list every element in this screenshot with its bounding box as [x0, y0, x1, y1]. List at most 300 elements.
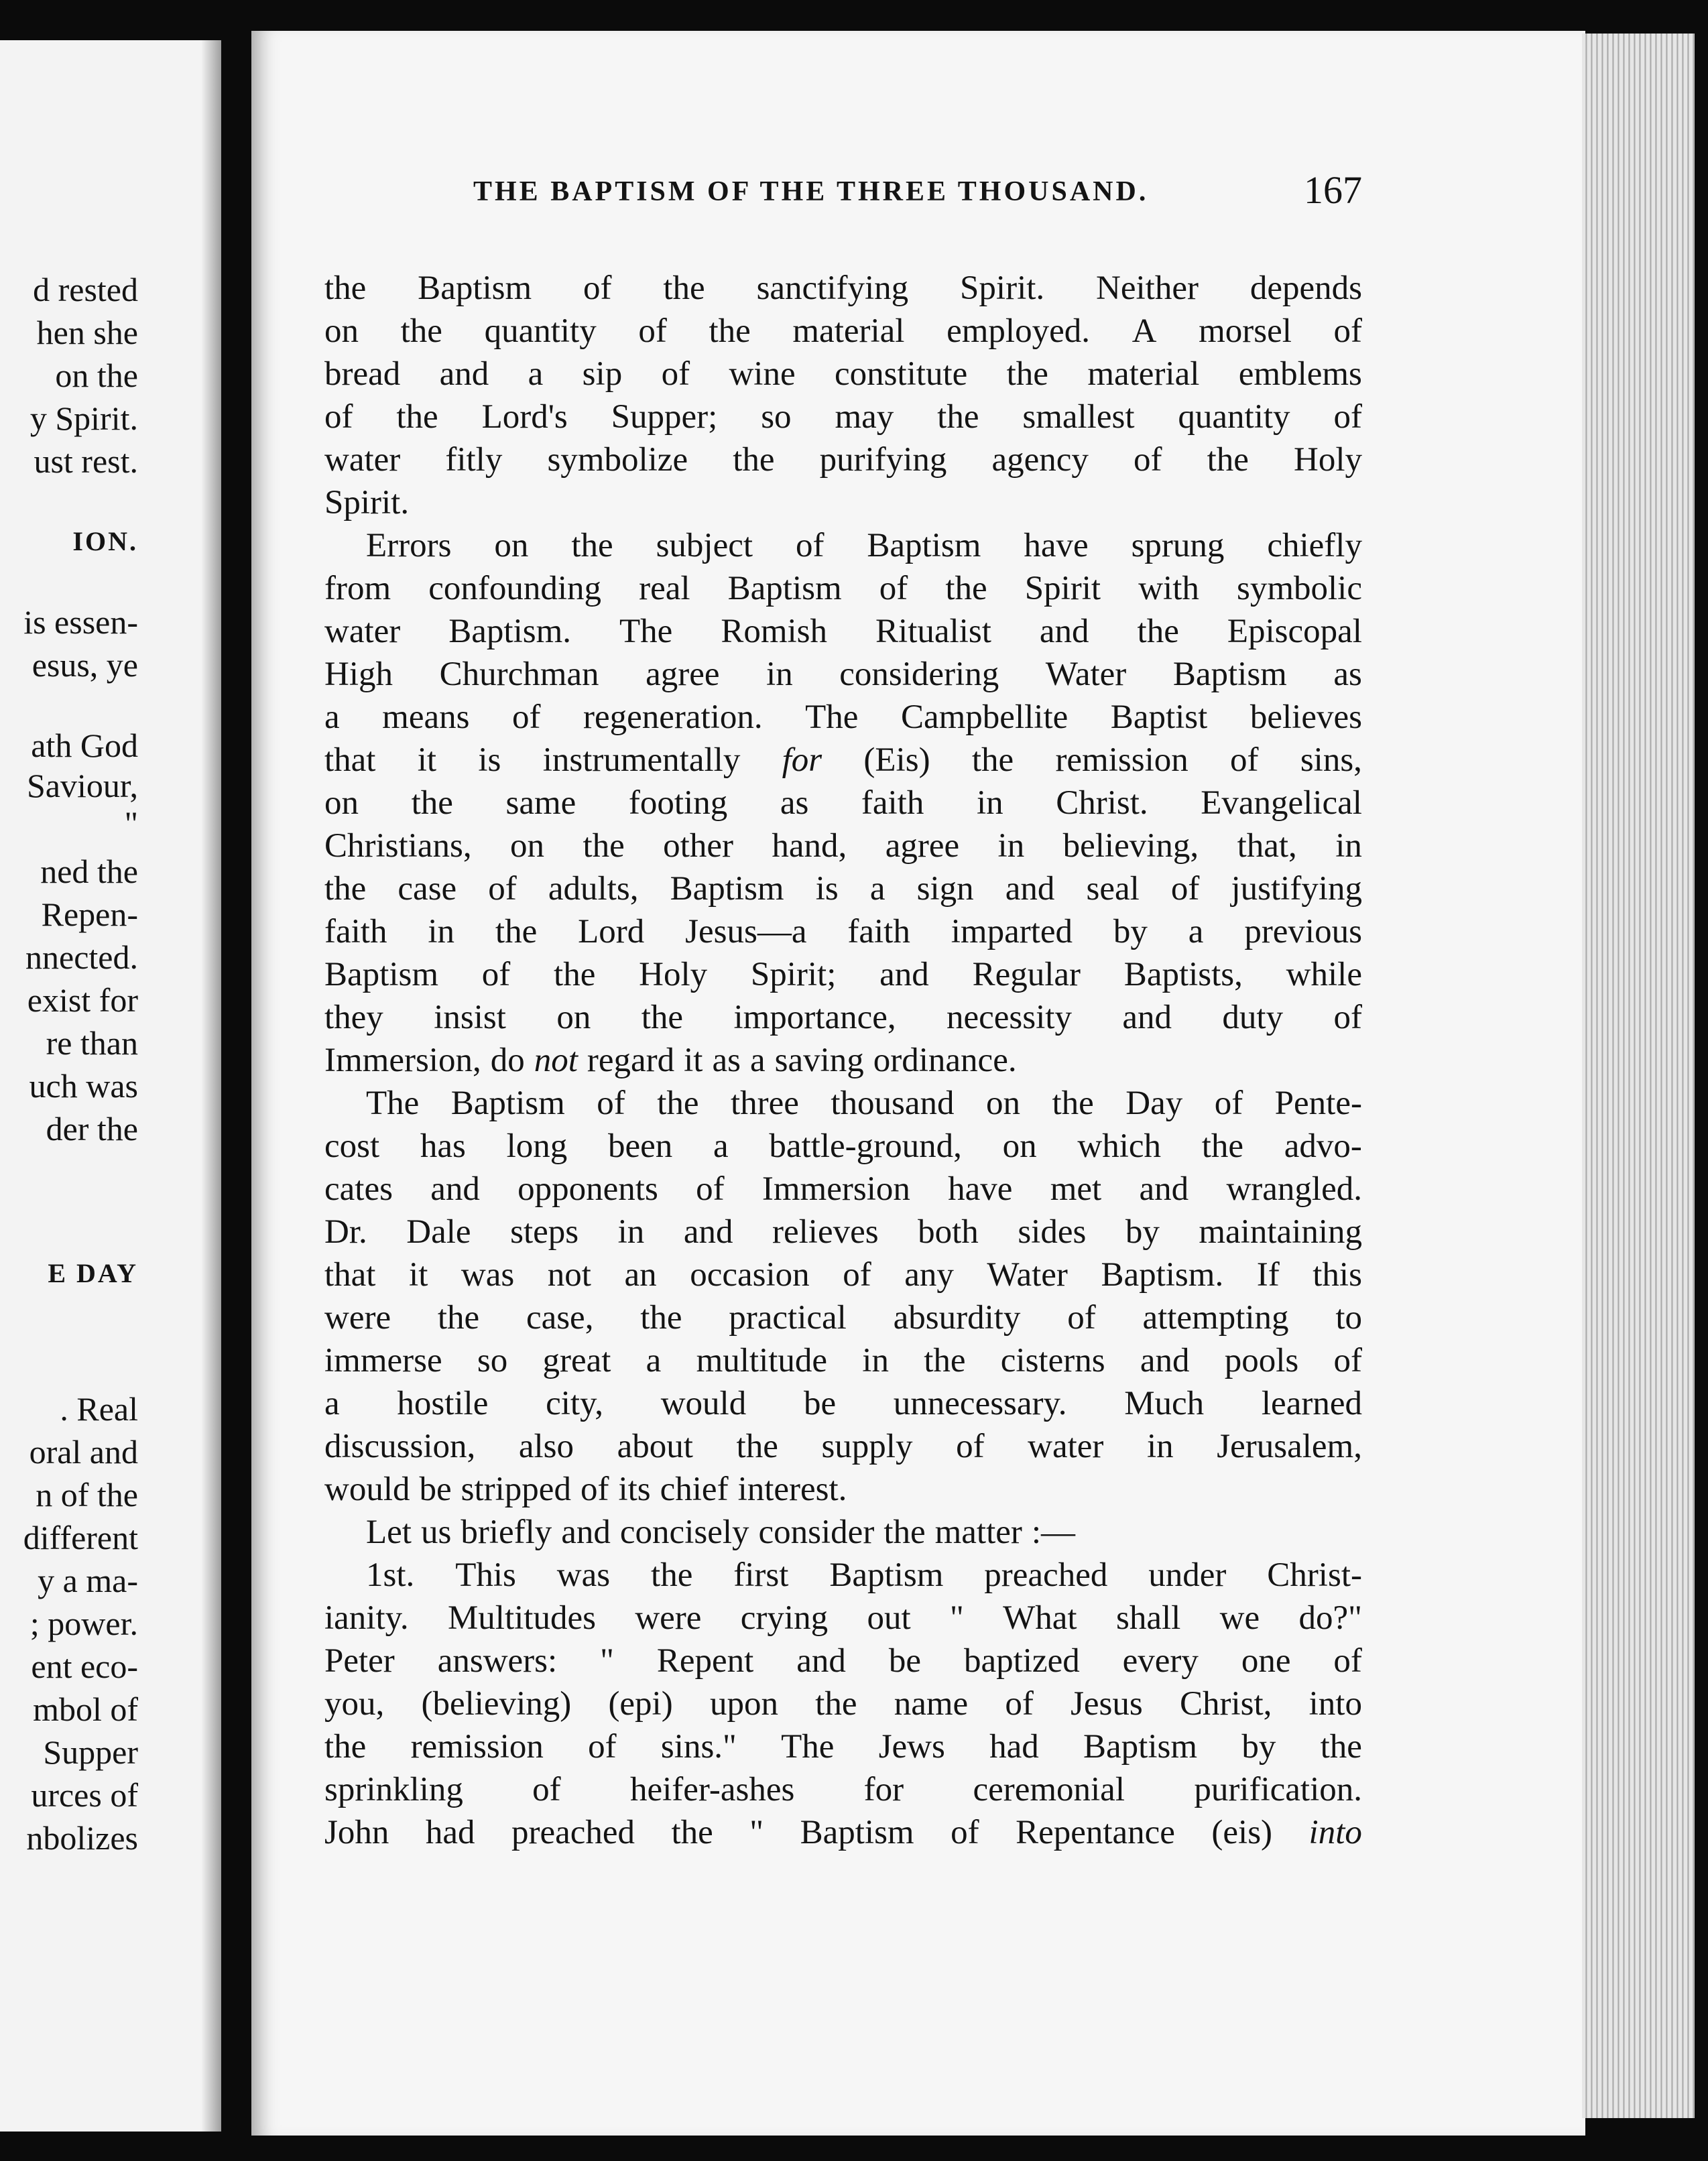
word: not [547, 1256, 591, 1294]
facing-page-line: different [23, 1519, 138, 1556]
word: which [1077, 1127, 1162, 1165]
word: the [709, 312, 751, 350]
text-line [324, 1382, 1362, 1425]
word: ianity. [324, 1599, 409, 1637]
word: absurdity [893, 1299, 1021, 1337]
word: learned [1261, 1385, 1362, 1422]
word: with [1138, 570, 1199, 607]
word: the [554, 956, 596, 993]
word: Episcopal [1227, 613, 1362, 650]
word: imparted [951, 913, 1073, 950]
word: believing, [1062, 827, 1199, 865]
facing-page-line: . Real [60, 1390, 138, 1428]
word: the [924, 1342, 966, 1379]
word: do?" [1298, 1599, 1362, 1637]
facing-page-line: n of the [36, 1476, 138, 1514]
word: it [417, 741, 437, 779]
word: Baptism [829, 1556, 944, 1594]
word: the [1201, 1127, 1244, 1165]
word: agree [885, 827, 960, 865]
text-line [324, 653, 1362, 696]
facing-page-line: uch was [29, 1067, 138, 1105]
word: long [506, 1127, 568, 1165]
text-line [324, 267, 1362, 310]
word: quantity [1178, 398, 1290, 436]
word: have [948, 1170, 1013, 1208]
word: so [477, 1342, 508, 1379]
facing-page-line: ent eco- [31, 1648, 138, 1685]
word: consider [758, 1514, 875, 1551]
word: material [792, 312, 905, 350]
word: and [1139, 1170, 1189, 1208]
word: Water [1045, 656, 1127, 693]
word: of [1067, 1299, 1096, 1337]
word: symbolic [1236, 570, 1362, 607]
word: great [542, 1342, 611, 1379]
word: stripped [461, 1471, 571, 1508]
word: as [1333, 656, 1362, 693]
word: a [324, 1385, 340, 1422]
word: considering [839, 656, 999, 693]
word: of [512, 698, 541, 736]
word: would [660, 1385, 747, 1422]
word: met [1050, 1170, 1102, 1208]
text-line [324, 1082, 1362, 1125]
word: bread [324, 355, 401, 393]
word: morsel [1199, 312, 1292, 350]
word: adults, [548, 870, 639, 908]
word: the [1006, 355, 1048, 393]
word: means [382, 698, 470, 736]
word: Repent [656, 1642, 754, 1680]
word: " [749, 1814, 764, 1851]
word: they [324, 999, 383, 1036]
word: sprinkling [324, 1771, 463, 1808]
word: crying [740, 1599, 829, 1637]
text-line [324, 696, 1362, 739]
text-line [324, 1468, 1362, 1511]
word: not [534, 1042, 578, 1079]
text-line [324, 567, 1362, 610]
facing-page-line: mbol of [33, 1690, 138, 1728]
word: the [571, 527, 613, 564]
word: and [1122, 999, 1172, 1036]
word: water [324, 613, 401, 650]
word: hostile [397, 1385, 489, 1422]
word: Christ- [1267, 1556, 1362, 1594]
word: faith [324, 913, 387, 950]
word: water [324, 441, 401, 479]
facing-page-line: nnected. [25, 938, 138, 976]
word: is [478, 741, 501, 779]
word: every [1122, 1642, 1199, 1680]
text-line [324, 1425, 1362, 1468]
word: of [843, 1256, 871, 1294]
text-line [324, 867, 1362, 910]
text-line [324, 1039, 1362, 1082]
word: in [862, 1342, 889, 1379]
word: sanctifying [756, 269, 909, 307]
word: for [782, 741, 822, 779]
word: of [488, 870, 517, 908]
word: this [1313, 1256, 1362, 1294]
word: real [639, 570, 690, 607]
word: of [481, 956, 511, 993]
word: The [366, 1085, 420, 1122]
word: the [437, 1299, 480, 1337]
word: out [867, 1599, 911, 1637]
text-line [324, 782, 1362, 824]
word: Baptism [324, 956, 439, 993]
word: on [494, 527, 529, 564]
word: and [430, 1170, 480, 1208]
text-line [324, 481, 1362, 524]
facing-page-line: ; power. [29, 1605, 138, 1642]
word: Immersion, [324, 1042, 481, 1079]
word: briefly [461, 1514, 552, 1551]
word: a [869, 870, 886, 908]
facing-page-line: esus, ye [32, 646, 138, 684]
word: of [580, 1471, 609, 1508]
facing-page-line: Saviour, [26, 767, 138, 804]
word: necessity [947, 999, 1072, 1036]
text-line [324, 1168, 1362, 1211]
word: while [1286, 956, 1362, 993]
page-edges [1582, 34, 1695, 2118]
word: Ritualist [875, 613, 991, 650]
word: be [419, 1471, 452, 1508]
word: Baptism [418, 269, 532, 307]
word: and [1140, 1342, 1190, 1379]
text-line [324, 824, 1362, 867]
word: to [1335, 1299, 1362, 1337]
word: " [949, 1599, 964, 1637]
word: previous [1244, 913, 1362, 950]
word: any [904, 1256, 954, 1294]
facing-page-line: oral and [29, 1433, 138, 1471]
word: sins, [1300, 741, 1362, 779]
word: occasion [690, 1256, 810, 1294]
word: Supper; [611, 398, 718, 436]
word: that [324, 1256, 376, 1294]
word: Spirit; [750, 956, 837, 993]
facing-page-line: y a ma- [38, 1562, 138, 1599]
word: have [1024, 527, 1089, 564]
text-line [324, 1511, 1362, 1554]
word: thousand [831, 1085, 955, 1122]
word: in [976, 784, 1003, 822]
word: the [733, 441, 775, 479]
word: purification. [1194, 1771, 1362, 1808]
text-line [324, 395, 1362, 438]
word: city, [546, 1385, 603, 1422]
facing-page [0, 40, 221, 2132]
word: agency [991, 441, 1089, 479]
word: the [411, 784, 453, 822]
word: were [324, 1299, 391, 1337]
word: would [324, 1471, 410, 1508]
word: discussion, [324, 1428, 476, 1465]
word: Baptists, [1123, 956, 1243, 993]
word: preached [984, 1556, 1108, 1594]
word: on [510, 827, 545, 865]
text-line [324, 524, 1362, 567]
word: the [400, 312, 442, 350]
word: opponents [517, 1170, 658, 1208]
word: of [795, 527, 825, 564]
text-line [324, 1811, 1362, 1854]
word: an [624, 1256, 657, 1294]
word: preached [511, 1814, 635, 1851]
facing-page-line: ION. [72, 526, 138, 556]
word: the [971, 741, 1014, 779]
word: of [532, 1771, 561, 1808]
facing-page-line: urces of [31, 1776, 138, 1814]
facing-page-line: der the [46, 1110, 138, 1148]
word: Spirit. [324, 484, 410, 521]
word: Immersion [761, 1170, 910, 1208]
word: :— [1031, 1514, 1076, 1551]
word: were [635, 1599, 702, 1637]
word: it [409, 1256, 428, 1294]
word: and [1005, 870, 1055, 908]
word: the [583, 827, 625, 865]
facing-page-line: re than [46, 1024, 138, 1062]
word: the [736, 1428, 778, 1465]
word: steps [510, 1213, 579, 1251]
word: a [324, 698, 340, 736]
word: a [1188, 913, 1204, 950]
word: Multitudes [447, 1599, 596, 1637]
text-line [324, 1768, 1362, 1811]
word: insist [434, 999, 506, 1036]
word: is [815, 870, 839, 908]
word: be [888, 1642, 922, 1680]
word: answers: [437, 1642, 558, 1680]
word: name [894, 1685, 969, 1723]
word: in [997, 827, 1025, 865]
word: of [638, 312, 667, 350]
word: remission [410, 1728, 544, 1766]
word: the [657, 1085, 699, 1122]
word: duty [1222, 999, 1284, 1036]
word: Neither [1096, 269, 1199, 307]
word: Campbellite [900, 698, 1069, 736]
word: ceremonial [973, 1771, 1125, 1808]
text-line [324, 1253, 1362, 1296]
word: (epi) [608, 1685, 673, 1723]
word: and [561, 1514, 611, 1551]
word: John [324, 1814, 389, 1851]
word: on [324, 312, 359, 350]
word: confounding [428, 570, 602, 607]
facing-page-line: ath God [31, 727, 138, 764]
word: footing [628, 784, 728, 822]
word: of [583, 269, 612, 307]
word: battle-ground, [769, 1127, 962, 1165]
word: (eis) [1211, 1814, 1273, 1851]
facing-page-line: exist for [27, 981, 138, 1019]
word: a [749, 1042, 766, 1079]
body-text [324, 267, 1362, 1854]
word: by [1241, 1728, 1276, 1766]
word: one [1241, 1642, 1291, 1680]
word: supply [821, 1428, 913, 1465]
word: had [425, 1814, 475, 1851]
word: of [597, 1085, 625, 1122]
word: unnecessary. [893, 1385, 1067, 1422]
word: other [663, 827, 733, 865]
word: the [671, 1814, 713, 1851]
text-line [324, 1125, 1362, 1168]
word: of [956, 1428, 985, 1465]
word: regeneration. [583, 698, 763, 736]
word: us [420, 1514, 452, 1551]
word: under [1148, 1556, 1227, 1594]
word: Errors [366, 527, 452, 564]
word: Lord's [481, 398, 568, 436]
word: the [937, 398, 979, 436]
word: both [918, 1213, 979, 1251]
text-line [324, 353, 1362, 395]
facing-page-line: nbolizes [26, 1819, 138, 1857]
word: advo- [1284, 1127, 1362, 1165]
word: as [780, 784, 809, 822]
word: was [461, 1256, 515, 1294]
word: (Eis) [863, 741, 930, 779]
word: has [420, 1127, 466, 1165]
word: maintaining [1199, 1213, 1362, 1251]
word: do [490, 1042, 525, 1079]
word: Lord [578, 913, 645, 950]
text-line [324, 1339, 1362, 1382]
text-line [324, 1597, 1362, 1640]
word: Dr. [324, 1213, 367, 1251]
word: Holy [1294, 441, 1362, 479]
word: and [796, 1642, 846, 1680]
text-line [324, 310, 1362, 353]
word: A [1132, 312, 1157, 350]
word: wine [729, 355, 796, 393]
word: into [1308, 1685, 1362, 1723]
text-line [324, 1554, 1362, 1597]
word: for [863, 1771, 904, 1808]
word: Jerusalem, [1217, 1428, 1362, 1465]
word: of [588, 1728, 617, 1766]
word: cates [324, 1170, 393, 1208]
word: of [951, 1814, 979, 1851]
word: subject [656, 527, 753, 564]
word: of [1333, 1642, 1362, 1680]
word: fitly [445, 441, 503, 479]
word: the [324, 269, 367, 307]
word: of [696, 1170, 725, 1208]
word: hand, [772, 827, 847, 865]
facing-page-line: Supper [43, 1733, 138, 1771]
word: If [1256, 1256, 1280, 1294]
word: the [1207, 441, 1249, 479]
word: of [1333, 398, 1362, 436]
word: from [324, 570, 391, 607]
word: seal [1086, 870, 1140, 908]
word: justifying [1231, 870, 1362, 908]
word: by [1125, 1213, 1160, 1251]
word: sip [582, 355, 623, 393]
word: Let [366, 1514, 412, 1551]
facing-page-line: E DAY [48, 1258, 138, 1288]
word: faith [847, 913, 910, 950]
word: Baptism [1083, 1728, 1198, 1766]
word: the [1052, 1085, 1094, 1122]
word: believes [1249, 698, 1362, 736]
word: in [617, 1213, 645, 1251]
word: Jews [878, 1728, 945, 1766]
word: may [835, 398, 894, 436]
word: Baptism. [1101, 1256, 1224, 1294]
word: regard [587, 1042, 675, 1079]
word: Regular [972, 956, 1081, 993]
word: cisterns [1000, 1342, 1105, 1379]
word: on [324, 784, 359, 822]
word: the [324, 1728, 367, 1766]
word: practical [729, 1299, 847, 1337]
word: multitude [696, 1342, 828, 1379]
word: in [1335, 827, 1362, 865]
facing-page-line: ust rest. [34, 442, 138, 480]
word: the [945, 570, 987, 607]
word: Christians, [324, 827, 472, 865]
word: saving [774, 1042, 864, 1079]
facing-page-line: is essen- [23, 603, 138, 641]
word: of [1333, 1342, 1362, 1379]
facing-page-line: " [124, 804, 138, 842]
word: case, [526, 1299, 594, 1337]
word: the [641, 999, 684, 1036]
word: in [428, 913, 455, 950]
word: and [683, 1213, 733, 1251]
word: the [1137, 613, 1179, 650]
word: remission [1055, 741, 1188, 779]
word: of [1333, 999, 1362, 1036]
word: wrangled. [1226, 1170, 1362, 1208]
word: employed. [947, 312, 1090, 350]
word: on [986, 1085, 1021, 1122]
facing-page-line: y Spirit. [29, 399, 138, 437]
word: of [1214, 1085, 1243, 1122]
word: Baptism. [448, 613, 572, 650]
word: the [396, 398, 438, 436]
word: Dale [406, 1213, 471, 1251]
word: emblems [1238, 355, 1362, 393]
word: upon [709, 1685, 778, 1723]
word: and [1039, 613, 1089, 650]
word: Baptism [727, 570, 842, 607]
word: importance, [733, 999, 896, 1036]
word: in [766, 656, 793, 693]
word: Day [1125, 1085, 1183, 1122]
word: same [505, 784, 576, 822]
word: the [1320, 1728, 1362, 1766]
word: the [815, 1685, 857, 1723]
gutter-shadow [201, 40, 221, 2132]
word: as [712, 1042, 741, 1079]
word: on [1002, 1127, 1037, 1165]
text-line [324, 739, 1362, 782]
word: of [661, 355, 690, 393]
word: Jesus [1071, 1685, 1143, 1723]
running-head-title: THE BAPTISM OF THE THREE THOUSAND. [473, 176, 1149, 207]
word: you, [324, 1685, 385, 1723]
